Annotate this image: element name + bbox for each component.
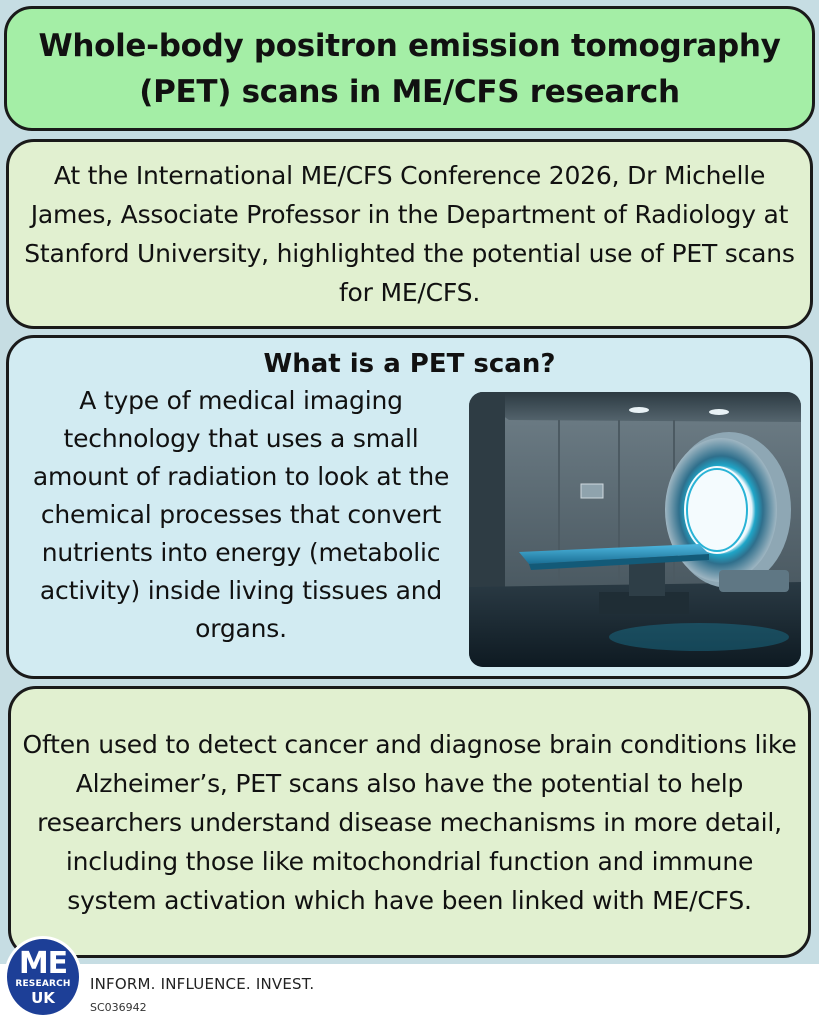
intro-box	[6, 139, 813, 329]
pet-section	[6, 335, 813, 679]
intro-text: At the International ME/CFS Conference 2026, Dr Michelle James, Associate Professor in the Department of Radiology at Stanford University, highlighted the potential use of PET scans for ME/CFS.	[24, 161, 795, 307]
bottom-text-box	[8, 686, 811, 958]
charity-number: SC036942	[90, 1001, 147, 1014]
title-box	[4, 6, 815, 131]
footer	[0, 964, 819, 1024]
pet-section-description: A type of medical imaging technology that uses a small amount of radiation to look at the chemical processes that convert nutrients into energy (metabolic activity) inside living tissues and organs.	[32, 386, 450, 643]
bottom-text: Often used to detect cancer and diagnose brain conditions like Alzheimer’s, PET scans also have the potential to help researchers understand disease mechanisms in more detail, including those like mitochondrial function and immune system activation which have been linked with ME/CFS.	[22, 729, 797, 915]
me-research-uk-logo	[4, 936, 82, 1018]
logo-line-uk: UK	[31, 988, 55, 1007]
logo-line-me: ME	[18, 945, 68, 981]
pet-scanner-image	[469, 392, 801, 667]
page-title: Whole-body positron emission tomography (PET) scans in ME/CFS research	[38, 27, 781, 110]
footer-tagline: INFORM. INFLUENCE. INVEST.	[90, 975, 315, 993]
pet-section-heading: What is a PET scan?	[263, 349, 556, 379]
logo-line-research: RESEARCH	[15, 978, 71, 989]
